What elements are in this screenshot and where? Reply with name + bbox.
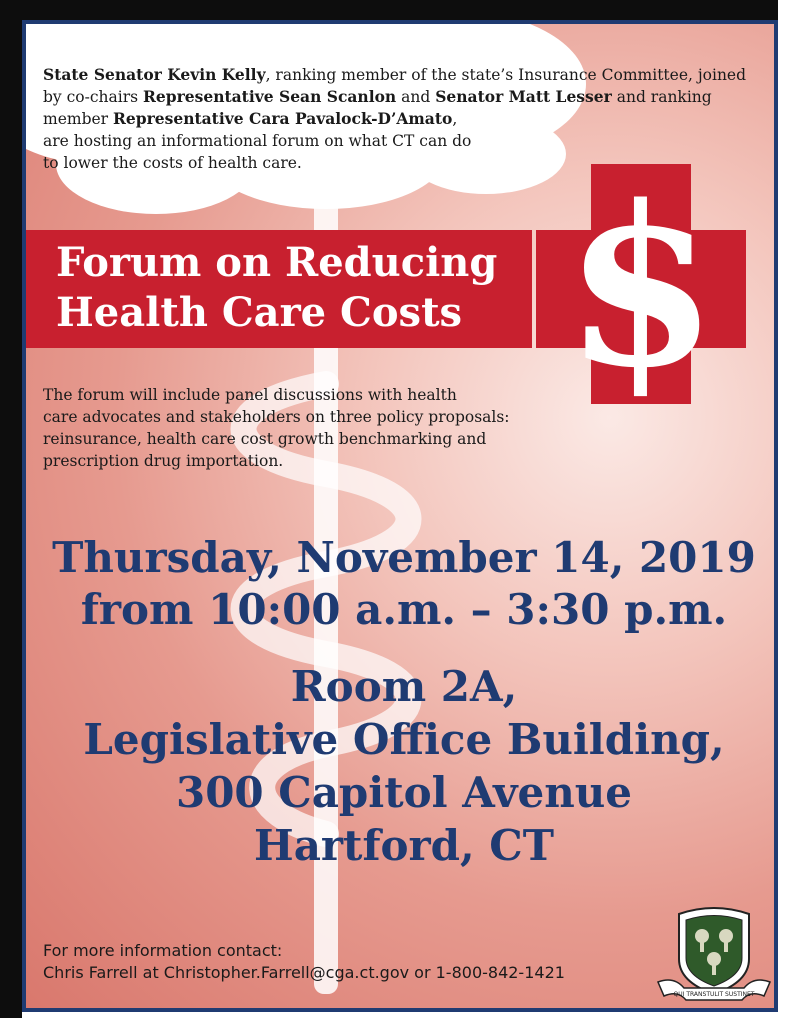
- forum-description-line-3: reinsurance, health care cost growth benchmarking and: [43, 430, 487, 448]
- location-city: Hartford, CT: [254, 821, 554, 870]
- event-date: Thursday, November 14, 2019: [52, 533, 756, 582]
- intro-rep-scanlon: Representative Sean Scanlon: [143, 87, 397, 106]
- svg-text:$: $: [564, 164, 718, 404]
- intro-paragraph: [43, 64, 763, 174]
- event-datetime: [26, 532, 778, 636]
- contact-info: [43, 940, 663, 984]
- connecticut-seal-icon: [654, 904, 774, 1004]
- contact-details: Chris Farrell at Christopher.Farrell@cga.ct.gov or 1-800-842-1421: [43, 963, 565, 982]
- intro-line-a: are hosting an informational forum on what CT can do: [43, 132, 472, 150]
- forum-title-line-2: Health Care Costs: [56, 289, 463, 336]
- forum-description: [43, 384, 603, 472]
- forum-description-line-1: The forum will include panel discussions with health: [43, 386, 457, 404]
- forum-title-line-1: Forum on Reducing: [56, 239, 498, 286]
- dollar-cross-icon: [536, 164, 746, 404]
- seal-motto: QUI TRANSTULIT SUSTINET: [673, 991, 755, 998]
- scan-edge-left: [0, 0, 22, 1018]
- event-location: [26, 660, 778, 872]
- forum-title: [56, 238, 536, 338]
- event-time: from 10:00 a.m. – 3:30 p.m.: [80, 585, 728, 634]
- contact-heading: For more information contact:: [43, 941, 283, 960]
- forum-description-line-2: care advocates and stakeholders on three policy proposals:: [43, 408, 510, 426]
- intro-text-3: and ranking member: [43, 88, 712, 128]
- location-street: 300 Capitol Avenue: [175, 768, 633, 817]
- intro-text-1: , ranking member of the state’s Insurance Committee, joined by co-chairs: [43, 66, 747, 106]
- location-room: Room 2A,: [290, 662, 518, 711]
- forum-description-line-4: prescription drug importation.: [43, 452, 284, 470]
- flyer-poster: [22, 20, 778, 1012]
- intro-text-2: and: [396, 88, 436, 106]
- intro-rep-pavalock: Representative Cara Pavalock-D’Amato: [113, 109, 453, 128]
- intro-line-b: to lower the costs of health care.: [43, 154, 302, 172]
- intro-senator-lesser: Senator Matt Lesser: [435, 87, 612, 106]
- intro-senator-kelly: State Senator Kevin Kelly: [43, 65, 266, 84]
- intro-text-4: ,: [452, 110, 458, 128]
- scan-edge-top: [0, 0, 778, 20]
- location-building: Legislative Office Building,: [83, 715, 725, 764]
